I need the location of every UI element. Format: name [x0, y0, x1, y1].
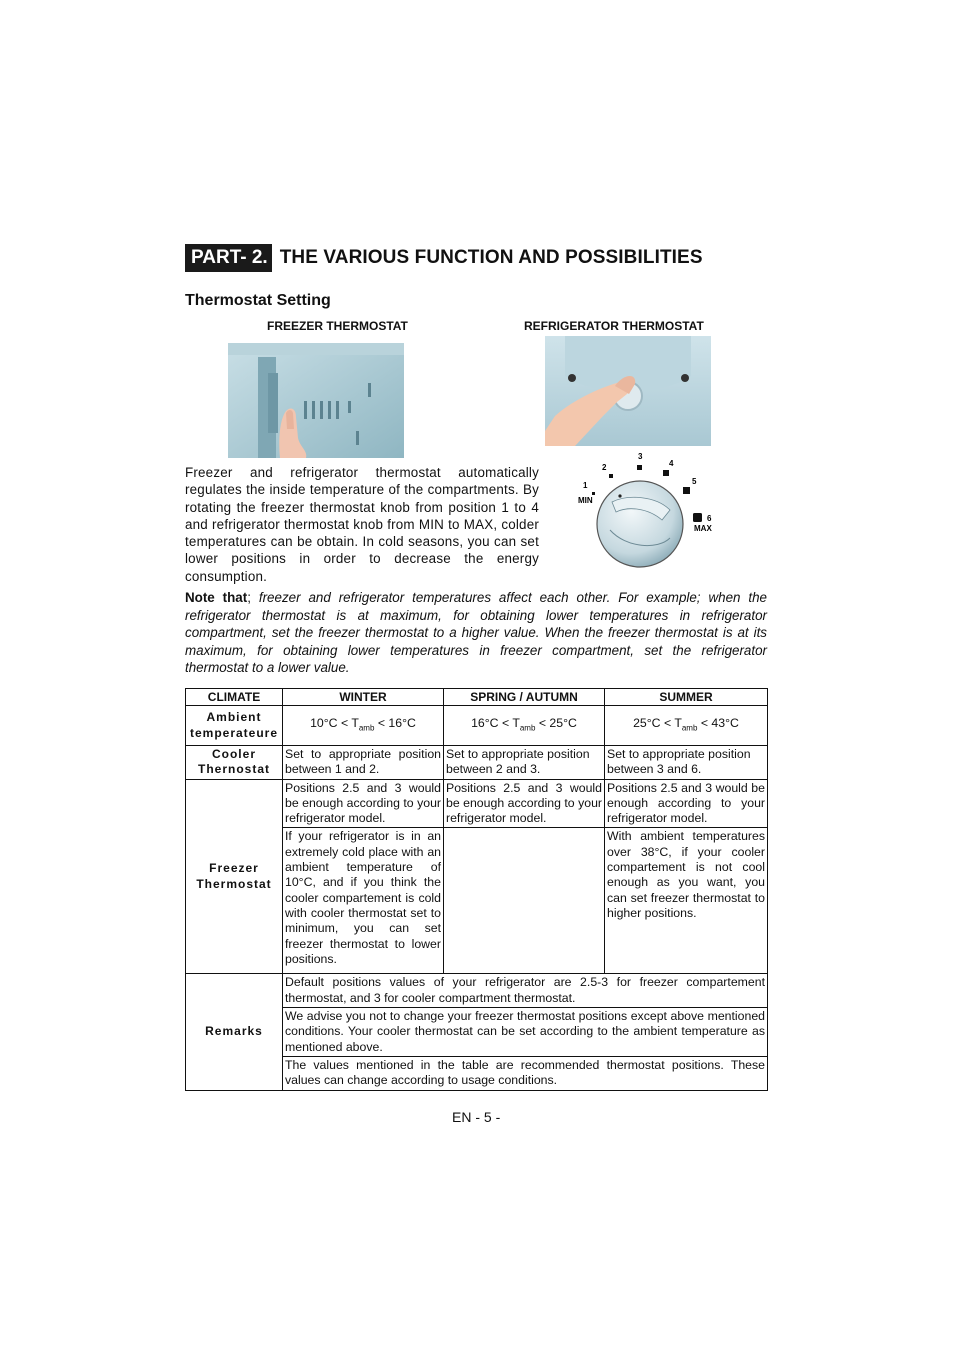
table-row-ambient — [186, 706, 768, 746]
header-winter: WINTER — [283, 689, 444, 706]
ambient-summer-sub: amb — [681, 723, 698, 733]
header-spring-autumn: SPRING / AUTUMN — [444, 689, 605, 706]
ambient-winter — [283, 706, 444, 746]
ambient-summer-high: < 43°C — [697, 715, 739, 730]
table-row-freezer — [186, 779, 768, 828]
ambient-winter-sub: amb — [358, 723, 375, 733]
dial-label-3: 3 — [638, 452, 643, 461]
dial-marker-1 — [592, 492, 595, 495]
part-label: PART- 2. — [185, 244, 272, 272]
page-number: EN - 5 - — [452, 1109, 501, 1125]
freezer-winter: Positions 2.5 and 3 would be enough according to your refrigerator model. — [283, 779, 444, 828]
dial-label-6: 6 — [707, 514, 712, 523]
table-row-remarks-1 — [186, 974, 768, 1008]
header-summer: SUMMER — [605, 689, 768, 706]
ambient-summer-low: 25°C < T — [633, 715, 682, 730]
refrigerator-thermostat-caption: REFRIGERATOR THERMOSTAT — [524, 319, 704, 333]
refrigerator-thermostat-photo — [545, 336, 711, 446]
cooler-spring: Set to appropriate position between 2 and 3. — [444, 746, 605, 780]
freezer-thermostat-photo — [228, 343, 404, 458]
row-label-remarks: Remarks — [186, 974, 283, 1090]
dial-marker-2 — [609, 474, 613, 478]
section-title: Thermostat Setting — [185, 292, 331, 309]
dial-label-5: 5 — [692, 477, 697, 486]
cooler-winter: Set to appropriate position between 1 and 2. — [283, 746, 444, 780]
row-label-freezer: Freezer Thermostat — [186, 779, 283, 974]
intro-paragraph: Freezer and refrigerator thermostat automatically regulates the inside temperature of the compartments. By rotating the freezer thermostat knob from position 1 to 4 and refrigerator thermostat knob from MIN to MAX, colder temperatures can be obtain. In cold seasons, you can set lower positions in order to decrease the energy consumption. — [185, 465, 539, 584]
part-heading — [185, 243, 703, 273]
note-separator: ; — [247, 590, 251, 605]
header-climate: CLIMATE — [186, 689, 283, 706]
ambient-winter-low: 10°C < T — [310, 715, 359, 730]
part-title: THE VARIOUS FUNCTION AND POSSIBILITIES — [279, 247, 703, 268]
freezer-summer-extra: With ambient temperatures over 38°C, if your cooler compartement is not cool enough as you want, you can set freezer thermostat to higher positions. — [605, 828, 768, 974]
dial-label-max: MAX — [694, 524, 712, 533]
ambient-spring-sub: amb — [519, 723, 536, 733]
row-label-ambient: Ambient temperateure — [186, 706, 283, 746]
note-paragraph — [185, 589, 767, 677]
freezer-winter-extra: If your refrigerator is in an extremely cold place with an ambient temperature of 10°C, and if you think the cooler compartement is cold with cooler thermostat set to minimum, you can set freezer thermostat to lower positions. — [283, 828, 444, 974]
dial-label-4: 4 — [669, 459, 674, 468]
freezer-spring-extra — [444, 828, 605, 974]
ambient-spring-high: < 25°C — [535, 715, 577, 730]
ambient-spring — [444, 706, 605, 746]
remark-3: The values mentioned in the table are recommended thermostat positions. These values can change according to usage conditions. — [283, 1056, 768, 1090]
freezer-summer: Positions 2.5 and 3 would be enough according to your refrigerator model. — [605, 779, 768, 828]
row-label-cooler: Cooler Thernostat — [186, 746, 283, 780]
thermostat-dial — [570, 450, 720, 575]
cooler-summer: Set to appropriate position between 3 and 6. — [605, 746, 768, 780]
dial-marker-5 — [683, 487, 690, 494]
ambient-winter-high: < 16°C — [374, 715, 416, 730]
dial-label-1: 1 — [583, 481, 588, 490]
climate-table — [185, 688, 768, 1091]
dial-marker-4 — [663, 470, 669, 476]
dial-marker-6 — [693, 513, 702, 522]
table-row-cooler — [186, 746, 768, 780]
note-label: Note that — [185, 590, 248, 605]
ambient-summer — [605, 706, 768, 746]
freezer-spring: Positions 2.5 and 3 would be enough according to your refrigerator model. — [444, 779, 605, 828]
note-text: freezer and refrigerator temperatures affect each other. For example; when the refrigerator thermostat is at maximum, for obtaining lower temperatures in refrigerator compartment, set the freezer thermostat to a higher value. When the freezer thermostat is at its maximum, for obtaining lower temperatures in freezer compartment, set the refrigerator thermostat to a lower value. — [185, 590, 767, 676]
remark-2: We advise you not to change your freezer thermostat positions except above mentioned conditions. Your cooler thermostat can be set according to the ambient temperature as mentioned above. — [283, 1008, 768, 1057]
remark-1: Default positions values of your refrigerator are 2.5-3 for freezer compartement thermostat, and 3 for cooler compartment thermostat. — [283, 974, 768, 1008]
dial-label-2: 2 — [602, 463, 607, 472]
table-header-row — [186, 689, 768, 706]
dial-label-min: MIN — [578, 496, 593, 505]
ambient-spring-low: 16°C < T — [471, 715, 520, 730]
freezer-thermostat-caption: FREEZER THERMOSTAT — [267, 319, 408, 333]
dial-marker-3 — [637, 465, 642, 470]
